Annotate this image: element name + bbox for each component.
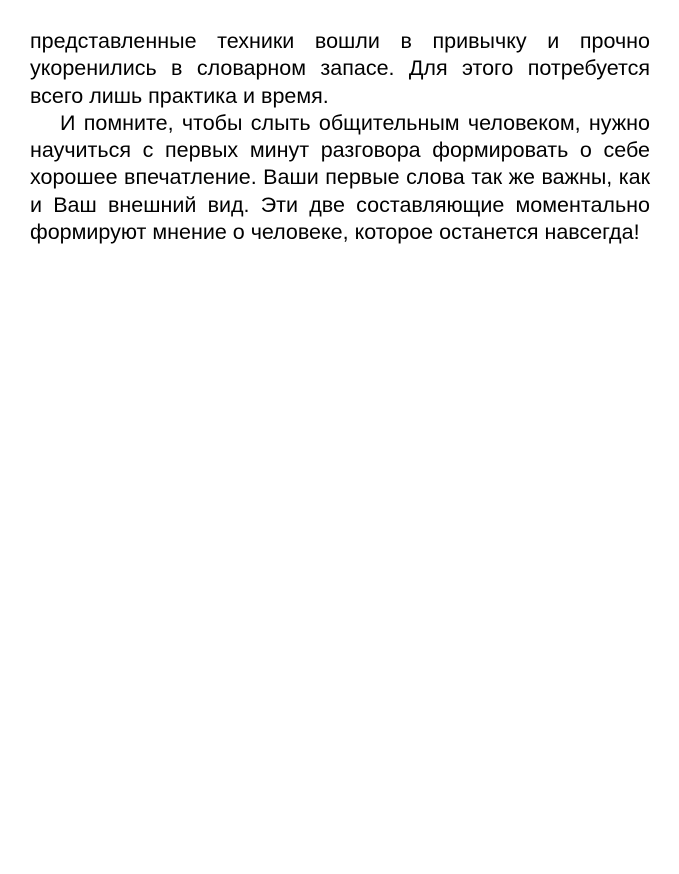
body-text	[30, 28, 650, 246]
paragraph-closing: И помните, чтобы слыть общительным человеком, нужно научиться с первых минут разговора формировать о себе хорошее впечатление. Ваши первые слова так же важны, как и Ваш внешний вид. Эти две составляющие моментально формируют мнение о человеке, которое останется навсегда!	[30, 110, 650, 245]
paragraph-continuation: представленные техники вошли в привычку и прочно укоренились в словарном запасе. Для этого потребуется всего лишь практика и время.	[30, 29, 650, 108]
